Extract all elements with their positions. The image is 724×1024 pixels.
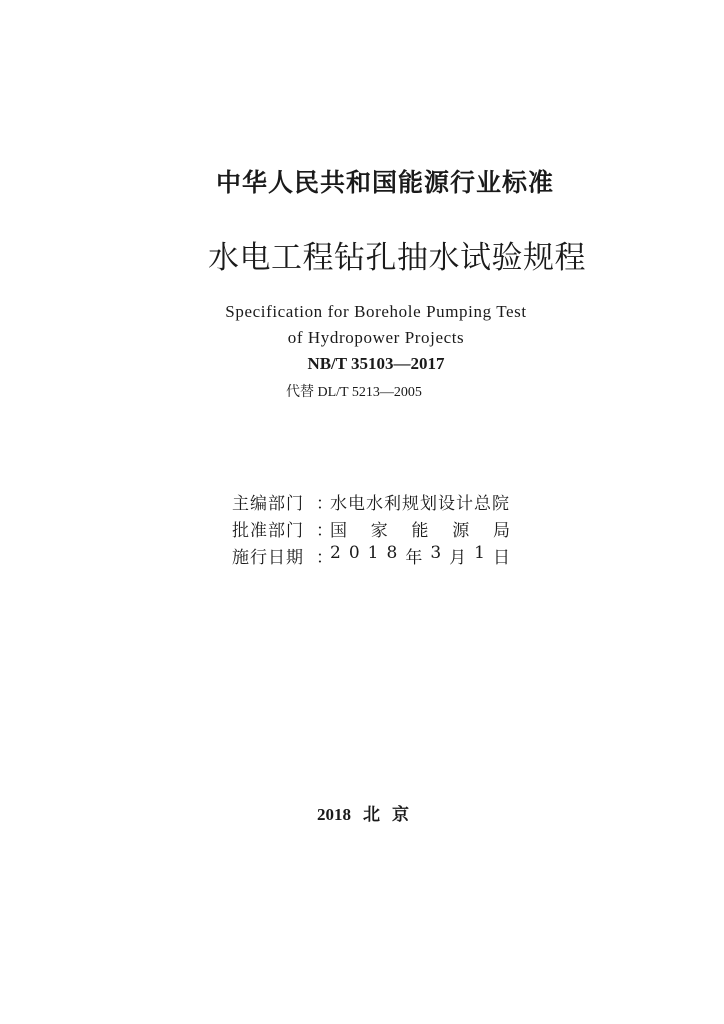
date-char: 8: [386, 543, 398, 563]
approver-char: 国: [330, 521, 347, 541]
title-english-line1: Specification for Borehole Pumping Test: [225, 302, 527, 321]
standard-number: NB/T 35103—2017: [307, 354, 445, 373]
approver-label: 批准部门: [232, 521, 304, 541]
approver-value: [330, 516, 510, 541]
editor-value: 水电水利规划设计总院: [330, 494, 510, 514]
editor-row: [232, 488, 510, 515]
date-char: 日: [492, 548, 510, 568]
date-char: 0: [348, 543, 360, 563]
approver-row: [232, 515, 510, 542]
date-char: 年: [405, 548, 423, 568]
issuing-info: [232, 488, 510, 569]
effective-date-colon: ：: [316, 548, 333, 568]
date-char: 1: [474, 543, 485, 563]
approver-char: 源: [452, 521, 470, 541]
editor-label: 主编部门: [232, 494, 304, 514]
effective-date-value: [330, 543, 510, 568]
approver-char: 能: [411, 521, 429, 541]
publish-city: 北京: [363, 805, 421, 825]
date-char: 3: [430, 543, 442, 563]
standard-type-heading: 中华人民共和国能源行业标准: [216, 168, 555, 197]
approver-char: 局: [493, 521, 510, 541]
replaces-standard: 代替 DL/T 5213—2005: [286, 385, 422, 400]
publish-year: 2018: [317, 805, 351, 824]
title-english-line2: of Hydropower Projects: [287, 328, 465, 347]
date-char: 月: [449, 548, 467, 568]
approver-colon: ：: [316, 521, 333, 541]
date-char: 1: [367, 543, 379, 563]
effective-date-label: 施行日期: [232, 548, 304, 568]
editor-colon: ：: [316, 494, 333, 514]
title-chinese: 水电工程钻孔抽水试验规程: [208, 240, 586, 276]
approver-char: 家: [370, 521, 388, 541]
effective-date-row: [232, 542, 510, 569]
publish-line: [317, 800, 421, 825]
date-char: 2: [330, 543, 341, 563]
